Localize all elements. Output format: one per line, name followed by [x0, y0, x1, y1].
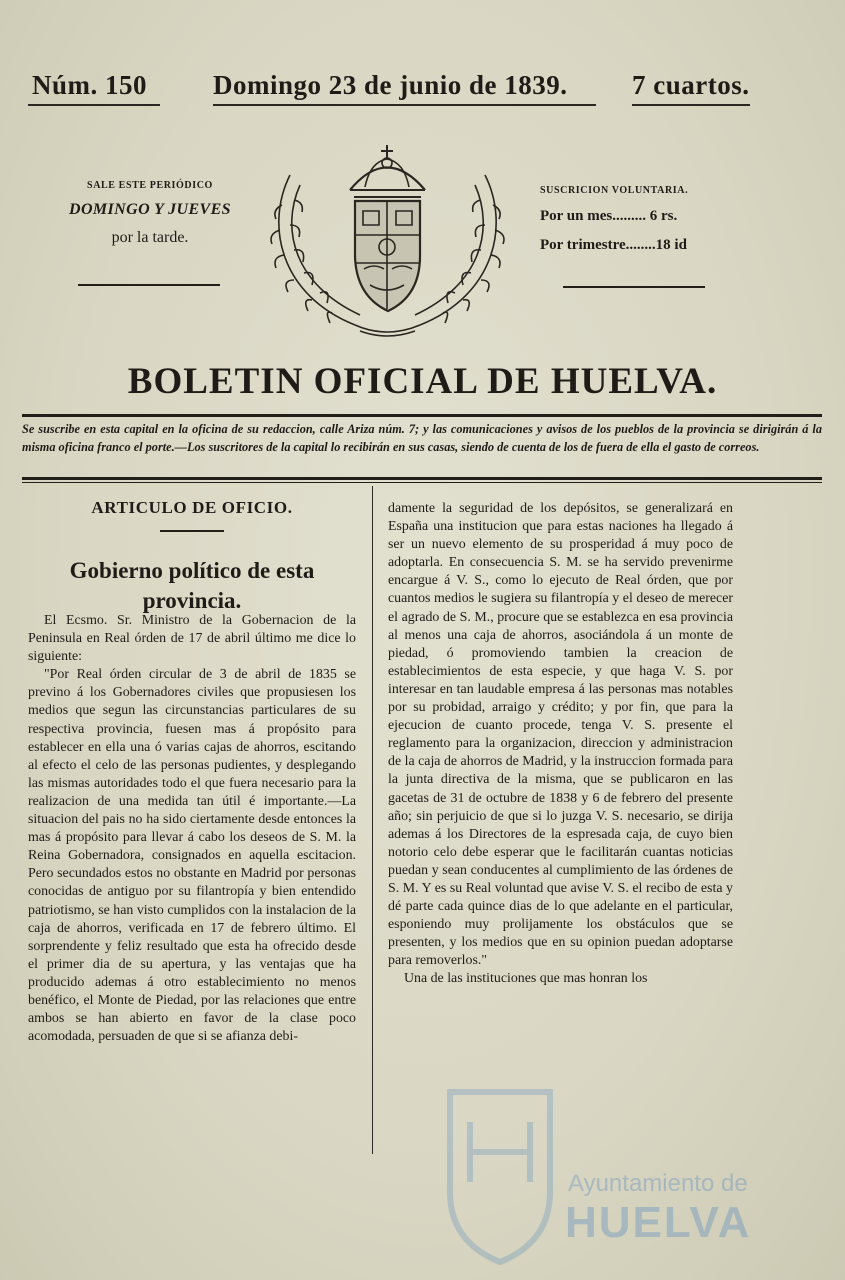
article-paragraph: Una de las instituciones que mas honran los [404, 971, 648, 987]
issue-number: Núm. 150 [32, 70, 148, 100]
article-title: Gobierno político de esta provincia. [69, 558, 315, 613]
article-column-left [28, 612, 356, 1046]
issue-date: Domingo 23 de junio de 1839. [213, 70, 568, 100]
left-box-rule [78, 284, 220, 286]
ayuntamiento-watermark-icon [440, 1082, 560, 1272]
watermark-text-bottom: HUELVA [565, 1198, 752, 1247]
publication-time: por la tarde. [111, 229, 189, 246]
masthead-title: BOLETIN OFICIAL DE HUELVA. [127, 361, 718, 402]
publication-label: SALE ESTE PERIÓDICO [87, 180, 213, 191]
header-underline-number [28, 104, 160, 106]
article-paragraph: "Por Real órden circular de 3 de abril de 1835 se previno á los Gobernadores civiles que propusiesen los medios que segun las circunstancias particulares de su respectiva provincia, fuesen mas á propósito para establecer en ella una ó varias cajas de ahorros, escitando al efecto el celo de las personas pudientes, y desplegando las mismas autoridades todo el que fuera necesario para la realizacion de una medida tan útil é importante.—La situacion del pais no ha sido ciertamente desde entonces la mas á propósito para llevar á cabo los deseos de S. M. la Reina Gobernadora, consignados en aquella escitacion. Pero secundados estos no obstante en Madrid por personas conocidas de antiguo por su filantropía y bien entendido patriotismo, se han visto cumplidos con la instalacion de la caja de ahorros, verificada en 17 de febrero último. El sorprendente y feliz resultado que esta ha ofrecido desde el primer dia de su apertura, y las ventajas que ha producido ademas á otro establecimiento no menos benéfico, el Monte de Piedad, por las relaciones que entre ambos se han abierto en favor de la clase poco acomodada, persuaden de que si se afianza debi- [28, 667, 356, 1045]
publication-days: DOMINGO Y JUEVES [69, 201, 231, 218]
subscription-notice: Se suscribe en esta capital en la oficina de su redaccion, calle Ariza núm. 7; y las comunicaciones y avisos de los pueblos de la provincia se dirigirán á la misma oficina franco el porte.—Los suscritores de la capital lo recibirán en sus casas, siendo de cuenta de los de fuera de ella el gasto de correos. [22, 422, 822, 454]
article-paragraph: El Ecsmo. Sr. Ministro de la Gobernacion de la Peninsula en Real órden de 17 de abril último me dice lo siguiente: [28, 613, 356, 665]
section-title-rule [160, 530, 224, 532]
subscription-title: SUSCRICION VOLUNTARIA. [540, 185, 689, 196]
subscription-month: Por un mes......... 6 rs. [540, 208, 678, 224]
header-underline-price [632, 104, 750, 106]
subscription-prices [540, 185, 760, 254]
column-divider [372, 486, 373, 1154]
section-title: ARTICULO DE OFICIO. [91, 498, 293, 517]
right-box-rule [563, 286, 705, 288]
notice-rule-top [22, 414, 822, 417]
notice-rule-bottom-thin [22, 482, 822, 483]
article-column-right [388, 500, 733, 989]
coat-of-arms-icon [260, 135, 515, 345]
publication-schedule [40, 180, 260, 247]
article-paragraph: damente la seguridad de los depósitos, se generalizará en España una institucion que para estas naciones ha llegado á ser un nuevo elemento de su prosperidad á muy poco de adoptarla. En consecuencia S. M. se ha servido prevenirme encargue á V. S., como lo ejecuto de Real órden, que por cuantos medios le sugiera su filantropía y el deseo de merecer el agrado de S. M., procure que se establezca en esa provincia al menos una caja de ahorros, asociándola á un monte de piedad, ó promoviendo tambien la creacion de establecimientos de esta especie, y que haga V. S. por interesar en tan laudable empresa á las personas mas notables por su probidad, arraigo y crédito; y por fin, que para la ejecucion de cuanto procede, tenga V. S. presente el reglamento para la organizacion, direccion y administracion de la caja de ahorros de Madrid, y la instruccion formada para la junta directiva de la misma, que se publicaron en las gacetas de 31 de octubre de 1838 y 6 de febrero del presente año; sin perjuicio de que si lo juzga V. S. necesario, se dirija ademas á los Directores de la espresada caja, de cuyo bien notorio celo debe esperar que le facilitarán cuantas noticias puedan y sean conducentes al cumplimiento de las órdenes de S. M. Y es su Real voluntad que avise V. S. el recibo de esta y dé parte cada quince dias de lo que adelante en el particular, esponiendo muy prolijamente los obstáculos que se presenten, y los medios que en su opinion puedan adoptarse para removerlos." [388, 501, 733, 969]
watermark-text-top: Ayuntamiento de [568, 1170, 748, 1197]
subscription-quarter: Por trimestre........18 id [540, 237, 687, 253]
notice-rule-bottom [22, 477, 822, 480]
header-underline-date [213, 104, 596, 106]
issue-price: 7 cuartos. [632, 70, 750, 100]
